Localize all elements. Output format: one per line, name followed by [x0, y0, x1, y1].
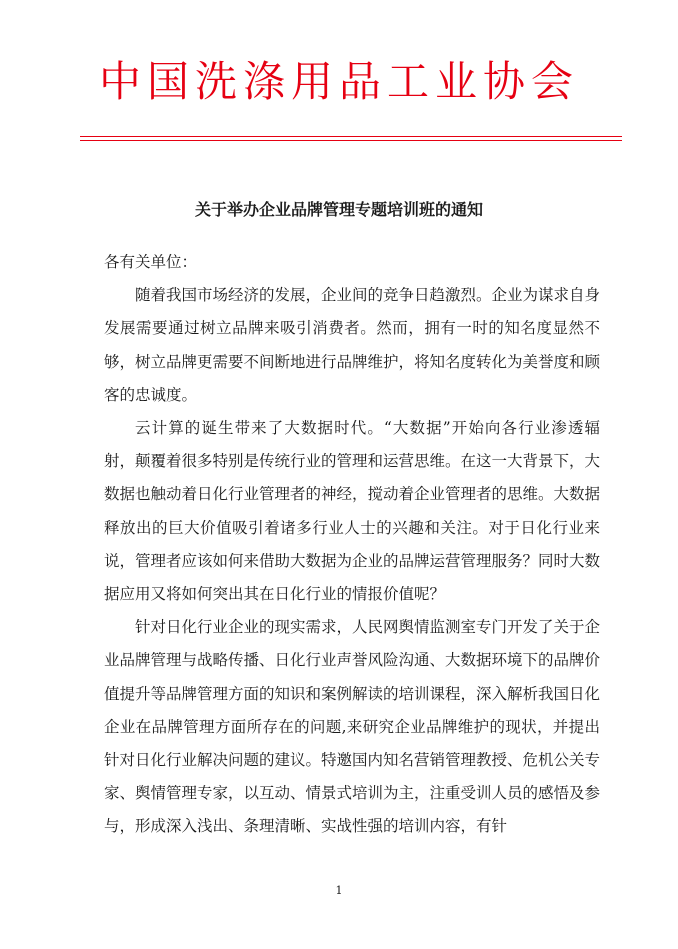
- paragraph-2: 云计算的诞生带来了大数据时代。“大数据”开始向各行业渗透辐射，颠覆着很多特别是传统行业的管理和运营思维。在这一大背景下，大数据也触动着日化行业管理者的神经，搅动着企业管理者的思维。大数据释放出的巨大价值吸引着诸多行业人士的兴趣和关注。对于日化行业来说，管理者应该如何来借助大数据为企业的品牌运营管理服务？同时大数据应用又将如何突出其在日化行业的情报价值呢？: [104, 419, 601, 604]
- paragraph-1: 随着我国市场经济的发展，企业间的竞争日趋激烈。企业为谋求自身发展需要通过树立品牌来吸引消费者。然而，拥有一时的知名度显然不够，树立品牌更需要不间断地进行品牌维护，将知名度转化为美誉度和顾客的忠诚度。: [104, 286, 601, 404]
- letterhead-rule-top: [80, 136, 622, 137]
- notice-body: [104, 246, 600, 844]
- page-number: 1: [335, 884, 343, 897]
- organization-letterhead: 中国洗涤用品工业协会: [98, 57, 579, 106]
- notice-title: 关于举办企业品牌管理专题培训班的通知: [194, 200, 483, 219]
- paragraph-3: 针对日化行业企业的现实需求，人民网舆情监测室专门开发了关于企业品牌管理与战略传播、日化行业声誉风险沟通、大数据环境下的品牌价值提升等品牌管理方面的知识和案例解读的培训课程，深入解析我国日化企业在品牌管理方面所存在的问题,来研究企业品牌维护的现状，并提出针对日化行业解决问题的建议。特邀国内知名营销管理教授、危机公关专家、舆情管理专家，以互动、情景式培训为主，注重受训人员的感悟及参与，形成深入浅出、条理清晰、实战性强的培训内容，有针: [104, 618, 601, 836]
- salutation: 各有关单位：: [104, 253, 198, 271]
- letterhead-rule-bottom: [80, 140, 622, 141]
